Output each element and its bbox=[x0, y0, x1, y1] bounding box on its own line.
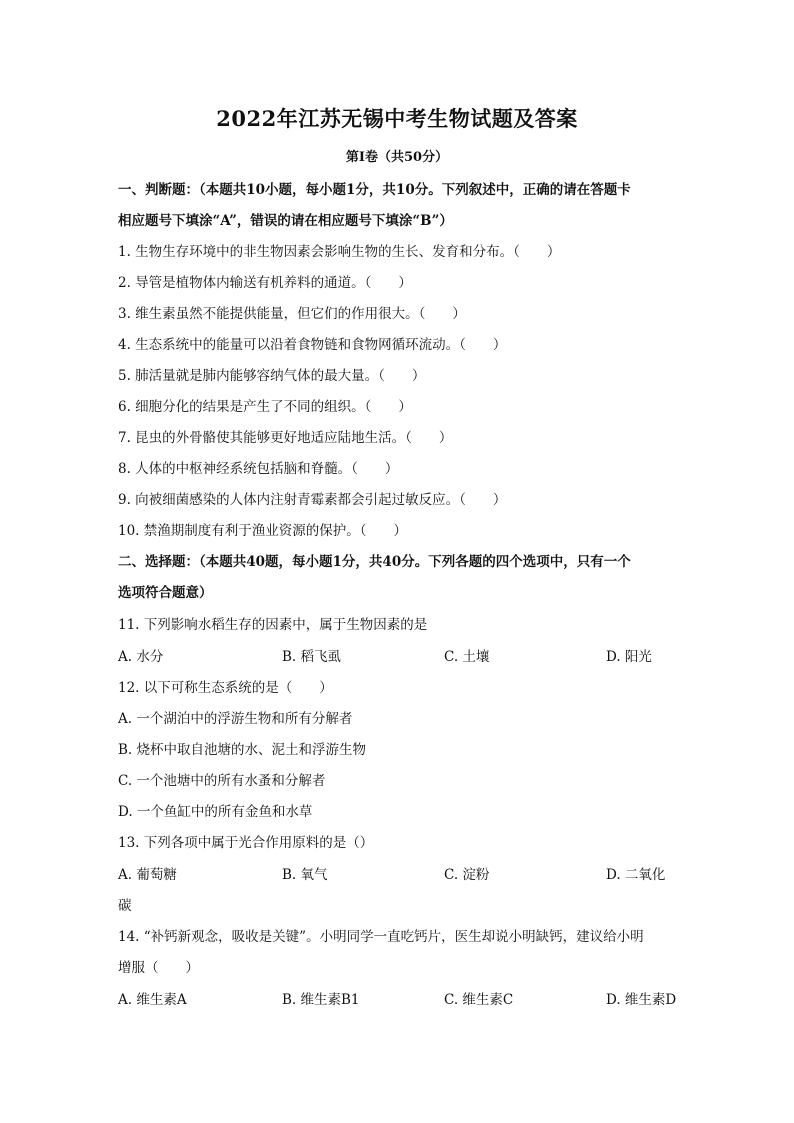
tf-question-4: 4. 生态系统中的能量可以沿着食物链和食物网循环流动。（ ） bbox=[118, 337, 507, 353]
tf-question-5: 5. 肺活量就是肺内能够容纳气体的最大量。（ ） bbox=[118, 368, 426, 384]
question-13-option-b: B. 氧气 bbox=[282, 867, 328, 883]
question-13-option-d: D. 二氧化 bbox=[606, 867, 666, 883]
question-11-stem: 11. 下列影响水稻生存的因素中，属于生物因素的是 bbox=[118, 617, 428, 633]
question-13-stem: 13. 下列各项中属于光合作用原料的是（） bbox=[118, 835, 374, 851]
question-12-stem: 12. 以下可称生态系统的是（ ） bbox=[118, 680, 333, 696]
question-12-option-b: B. 烧杯中取自池塘的水、泥土和浮游生物 bbox=[118, 742, 367, 758]
tf-question-1: 1. 生物生存环境中的非生物因素会影响生物的生长、发育和分布。（ ） bbox=[118, 244, 561, 260]
question-12-option-a: A. 一个湖泊中的浮游生物和所有分解者 bbox=[118, 711, 353, 727]
tf-question-7: 7. 昆虫的外骨骼使其能够更好地适应陆地生活。（ ） bbox=[118, 430, 453, 446]
section2-instruction-line1: 二、选择题：（本题共40题，每小题1分，共40分。下列各题的四个选项中，只有一个 bbox=[118, 554, 631, 570]
question-11-option-b: B. 稻飞虱 bbox=[282, 649, 342, 665]
tf-question-6: 6. 细胞分化的结果是产生了不同的组织。（ ） bbox=[118, 399, 412, 415]
question-11-option-d: D. 阳光 bbox=[606, 649, 652, 665]
question-14-stem-line2: 增服（ ） bbox=[118, 960, 199, 976]
question-14-option-a: A. 维生素A bbox=[118, 992, 187, 1008]
tf-question-3: 3. 维生素虽然不能提供能量，但它们的作用很大。（ ） bbox=[118, 306, 466, 322]
section2-instruction-line2: 选项符合题意） bbox=[118, 585, 213, 601]
question-11-option-c: C. 土壤 bbox=[444, 649, 490, 665]
tf-question-9: 9. 向被细菌感染的人体内注射青霉素都会引起过敏反应。（ ） bbox=[118, 492, 507, 508]
question-14-stem-line1: 14. “补钙新观念，吸收是关键”。小明同学一直吃钙片，医生却说小明缺钙，建议给小明 bbox=[118, 929, 644, 945]
question-14-option-b: B. 维生素B1 bbox=[282, 992, 360, 1008]
question-13-option-c: C. 淀粉 bbox=[444, 867, 490, 883]
tf-question-8: 8. 人体的中枢神经系统包括脑和脊髓。（ ） bbox=[118, 461, 399, 477]
tf-question-10: 10. 禁渔期制度有利于渔业资源的保护。（ ） bbox=[118, 523, 408, 539]
question-14-option-c: C. 维生素C bbox=[444, 992, 514, 1008]
question-12-option-d: D. 一个鱼缸中的所有金鱼和水草 bbox=[118, 804, 313, 820]
question-11-option-a: A. 水分 bbox=[118, 649, 164, 665]
question-13-option-d-wrap: 碳 bbox=[118, 898, 132, 914]
question-14-option-d: D. 维生素D bbox=[606, 992, 677, 1008]
question-12-option-c: C. 一个池塘中的所有水蚤和分解者 bbox=[118, 773, 326, 789]
question-13-option-a: A. 葡萄糖 bbox=[118, 867, 177, 883]
tf-question-2: 2. 导管是植物体内输送有机养料的通道。（ ） bbox=[118, 275, 412, 291]
section1-instruction-line2: 相应题号下填涂“A”，错误的请在相应题号下填涂“B”） bbox=[118, 213, 453, 229]
section1-instruction-line1: 一、判断题：（本题共10小题，每小题1分，共10分。下列叙述中，正确的请在答题卡 bbox=[118, 182, 631, 198]
section-subtitle: 第Ⅰ卷（共50分） bbox=[345, 150, 449, 165]
page-title: 2022年江苏无锡中考生物试题及答案 bbox=[216, 106, 578, 131]
